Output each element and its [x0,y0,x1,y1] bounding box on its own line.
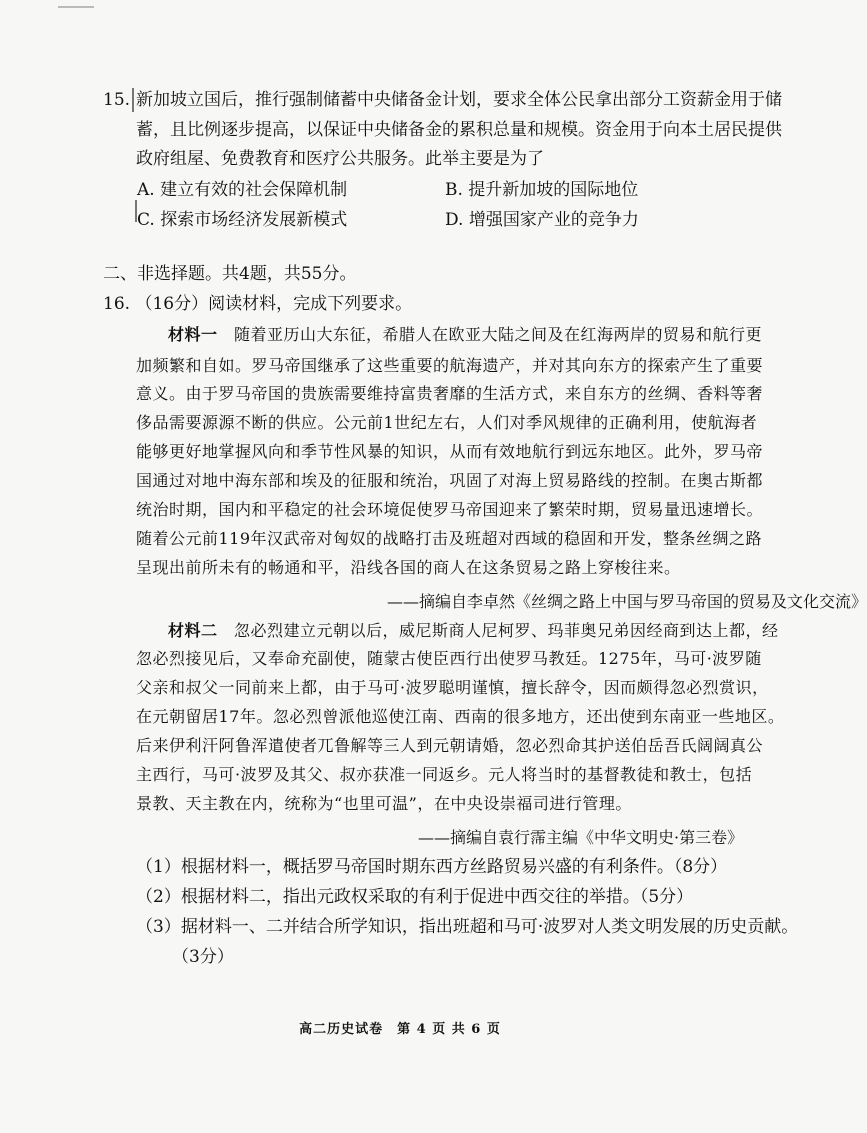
material-2-label: 材料二 [168,621,218,640]
q15-stem-line-1: 新加坡立国后，推行强制储蓄中央储备金计划，要求全体公民拿出部分工资薪金用于储 [136,90,782,110]
margin-mark [132,88,134,112]
q15-stem-line-2: 蓄，且比例逐步提高，以保证中央储备金的累积总量和规模。资金用于向本土居民提供 [136,120,782,140]
q16-sub-1: （1）根据材料一，概括罗马帝国时期东西方丝路贸易兴盛的有利条件。（8分） [136,857,728,877]
material-2-line-1: 材料二 忽必烈建立元朝以后，威尼斯商人尼柯罗、玛菲奥兄弟因经商到达上都，经 [168,621,779,640]
material-2-line-3: 父亲和叔父一同前来上都，由于马可·波罗聪明谨慎，擅长辞令，因而颇得忽必烈赏识， [136,678,769,697]
material-1-label: 材料一 [168,325,218,344]
q15-option-a: A. 建立有效的社会保障机制 [137,180,348,200]
material-1-line-3: 意义。由于罗马帝国的贵族需要维持富贵奢靡的生活方式，来自东方的丝绸、香料等奢 [136,384,764,403]
section-heading: 二、非选择题。共4题，共55分。 [103,264,357,284]
q15-stem-line-3: 政府组屋、免费教育和医疗公共服务。此举主要是为了 [136,149,544,169]
scan-mark [58,0,94,8]
q16-sub-3: （3）据材料一、二并结合所学知识，指出班超和马可·波罗对人类文明发展的历史贡献。 [136,917,799,937]
material-1-line-8: 随着公元前119年汉武帝对匈奴的战略打击及班超对西域的稳固和开发，整条丝绸之路 [136,529,763,548]
material-1-line-4: 侈品需要源源不断的供应。公元前1世纪左右，人们对季风规律的正确利用，使航海者 [136,413,758,432]
material-1-line-1: 材料一 随着亚历山大东征，希腊人在欧亚大陆之间及在红海两岸的贸易和航行更 [168,325,763,344]
q15-option-c: C. 探索市场经济发展新模式 [137,210,348,230]
q15-option-b: B. 提升新加坡的国际地位 [445,180,639,200]
material-1-line-2: 加频繁和自如。罗马帝国继承了这些重要的航海遗产，并对其向东方的探索产生了重要 [136,356,764,375]
material-2-line-7: 景教、天主教在内，统称为“也里可温”，在中央设崇福司进行管理。 [136,794,632,813]
q16-sub-2: （2）根据材料二，指出元政权采取的有利于促进中西交往的举措。（5分） [136,887,694,907]
q16-sub-3-points: （3分） [172,947,234,967]
material-1-line-9: 呈现出前所未有的畅通和平，沿线各国的商人在这条贸易之路上穿梭往来。 [136,558,681,577]
material-1-line-5: 能够更好地掌握风向和季节性风暴的知识，从而有效地航行到远东地区。此外，罗马帝 [136,442,764,461]
page-footer: 高二历史试卷 第 4 页 共 6 页 [299,1022,501,1037]
q15-option-d: D. 增强国家产业的竞争力 [445,210,639,230]
material-2-line-6: 主西行，马可·波罗及其父、叔亦获准一同返乡。元人将当时的基督教徒和教士，包括 [136,765,753,784]
q16-header: 16. （16分）阅读材料，完成下列要求。 [103,294,413,314]
material-1-line-7: 统治时期，国内和平稳定的社会环境促使罗马帝国迎来了繁荣时期，贸易量迅速增长。 [136,500,764,519]
q15-number: 15. [103,90,131,110]
material-1-line-6: 国通过对地中海东部和埃及的征服和统治，巩固了对海上贸易路线的控制。在奥古斯都 [136,471,764,490]
material-2-line-2: 忽必烈接见后，又奉命充副使，随蒙古使臣西行出使罗马教廷。1275年，马可·波罗随 [136,649,762,668]
material-2-source: ——摘编自袁行霈主编《中华文明史·第三卷》 [418,828,744,847]
material-1-source: ——摘编自李卓然《丝绸之路上中国与罗马帝国的贸易及文化交流》 [387,592,867,611]
material-2-line-5: 后来伊利汗阿鲁浑遣使者兀鲁解等三人到元朝请婚，忽必烈命其护送伯岳吾氏阔阔真公 [136,736,764,755]
material-2-line-4: 在元朝留居17年。忽必烈曾派他巡使江南、西南的很多地方，还出使到东南亚一些地区。 [136,707,785,726]
